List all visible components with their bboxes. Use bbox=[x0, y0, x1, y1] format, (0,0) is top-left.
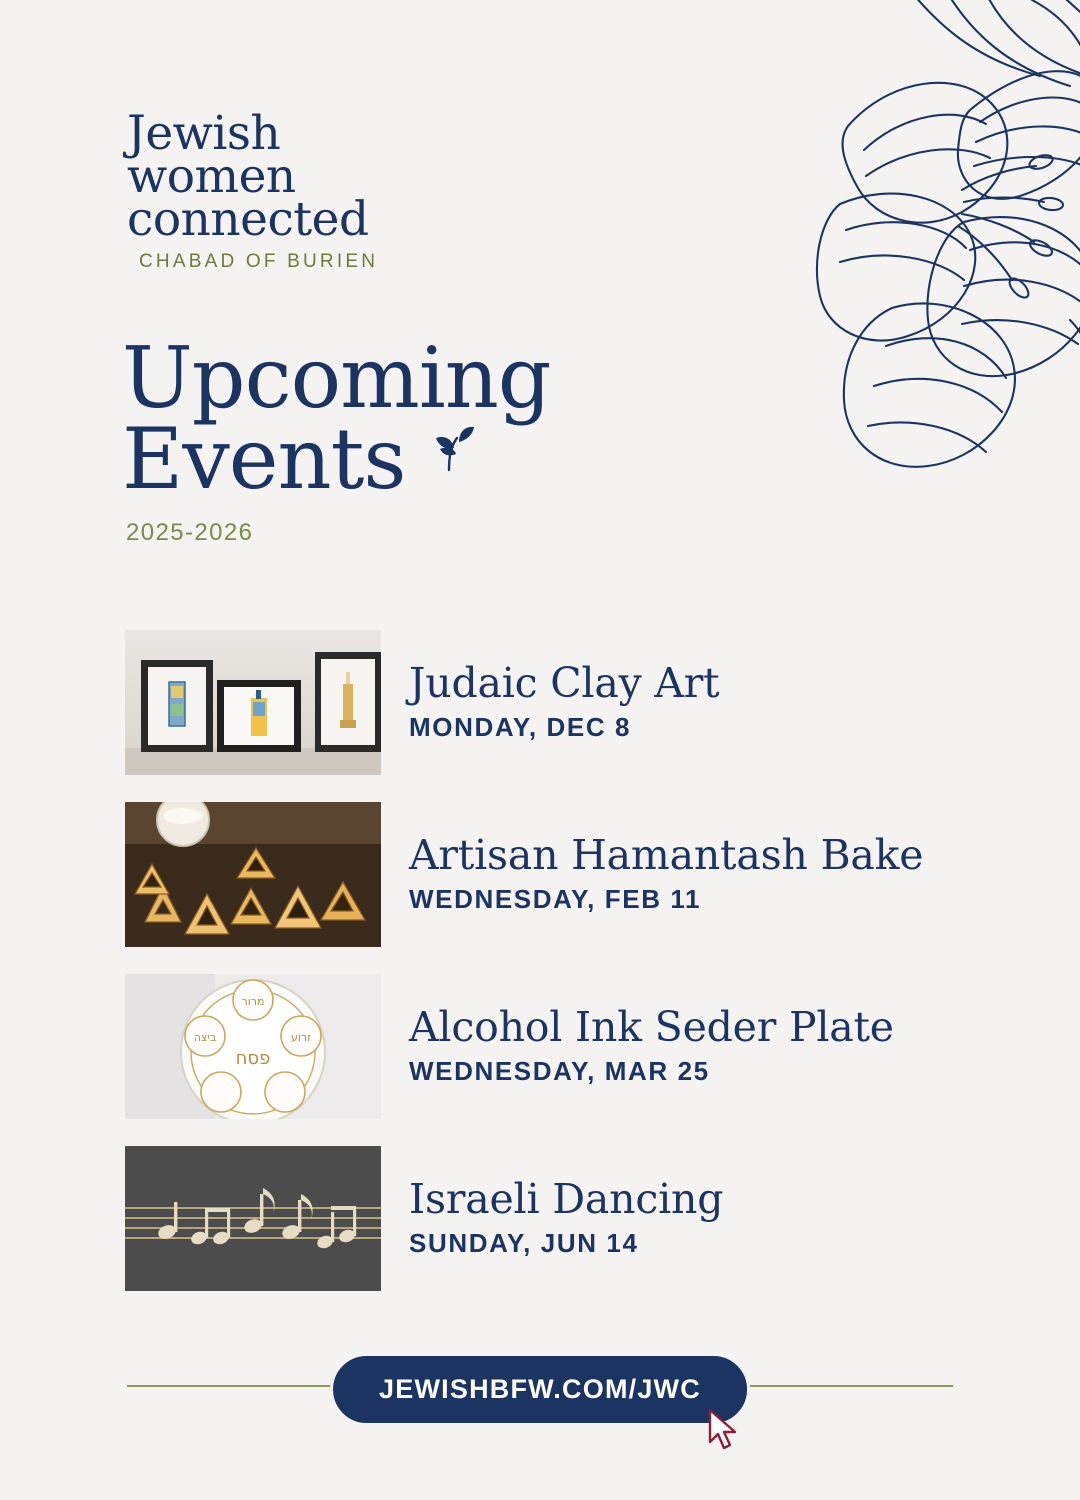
mouse-cursor-icon bbox=[706, 1408, 740, 1452]
logo-line-connected: connected bbox=[127, 192, 369, 248]
list-item bbox=[125, 630, 965, 775]
events-list bbox=[125, 630, 965, 1291]
event-date: WEDNESDAY, FEB 11 bbox=[409, 883, 702, 914]
event-title: Alcohol Ink Seder Plate bbox=[409, 1003, 894, 1052]
event-title: Israeli Dancing bbox=[409, 1175, 724, 1224]
seder-plate-photo bbox=[125, 974, 381, 1119]
logo-wordmark bbox=[127, 106, 547, 248]
list-item bbox=[125, 802, 965, 947]
website-cta-button[interactable]: JEWISHBFW.COM/JWC bbox=[330, 1353, 750, 1426]
page-title bbox=[122, 329, 742, 547]
event-date: MONDAY, DEC 8 bbox=[409, 711, 632, 742]
event-title: Judaic Clay Art bbox=[409, 659, 720, 708]
logo-subtitle: CHABAD OF BURIEN bbox=[139, 250, 379, 272]
framed-clay-art-photo bbox=[125, 630, 381, 775]
logo-line-women: women bbox=[127, 149, 296, 205]
seder-label-right: זרוע bbox=[291, 1031, 311, 1044]
hamantashen-pastries-photo bbox=[125, 802, 381, 947]
event-date: SUNDAY, JUN 14 bbox=[409, 1227, 639, 1258]
event-date: WEDNESDAY, MAR 25 bbox=[409, 1055, 710, 1086]
list-item bbox=[125, 974, 965, 1119]
seder-label-top: מרור bbox=[241, 995, 265, 1008]
seder-label-left: ביצה bbox=[193, 1031, 217, 1044]
year-range: 2025-2026 bbox=[126, 518, 254, 546]
headline-line-events: Events bbox=[122, 410, 406, 509]
event-title: Artisan Hamantash Bake bbox=[409, 831, 924, 880]
brand-logo bbox=[127, 106, 547, 273]
seder-label-center: פסח bbox=[235, 1048, 271, 1069]
headline-line-upcoming: Upcoming bbox=[122, 329, 551, 427]
footer bbox=[0, 1350, 1080, 1440]
logo-line-jewish: Jewish bbox=[127, 106, 281, 161]
list-item bbox=[125, 1146, 965, 1291]
leaf-icon bbox=[423, 426, 479, 479]
music-notes-photo bbox=[125, 1146, 381, 1291]
